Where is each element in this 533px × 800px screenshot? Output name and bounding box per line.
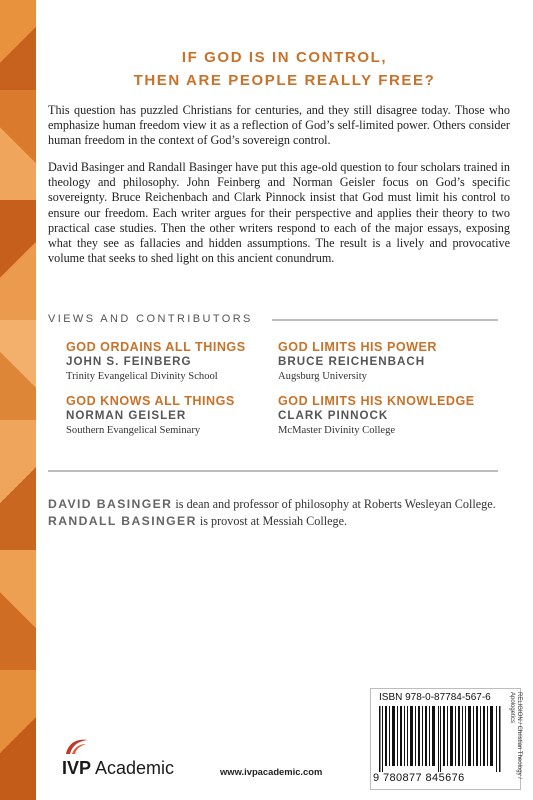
contributor-name: JOHN S. FEINBERG (66, 355, 192, 368)
headline-line-1: IF GOD IS IN CONTROL, (181, 49, 388, 66)
contributor-name: NORMAN GEISLER (66, 409, 187, 422)
view-title: GOD ORDAINS ALL THINGS (66, 340, 246, 354)
ivp-swoosh-icon (64, 736, 90, 756)
contributor-name: CLARK PINNOCK (278, 409, 389, 422)
views-section-label: VIEWS AND CONTRIBUTORS (48, 313, 253, 325)
description-paragraph-1: This question has puzzled Christians for centuries, and they still disagree today. Those who emphasize human freedom view it as a reflection of God’s self-limited power. Others consider human freedom in the context of God’s sovereign control. (48, 103, 510, 148)
description-paragraph-2: David Basinger and Randall Basinger have put this age-old question to four scholars trained in theology and philosophy. John Feinberg and Norman Geisler focus on God’s specific sovereignty. Bruce Reichenbach and Clark Pinnock insist that God must limit his control to ensure our freedom. Each writer argues for their perspective and applies their theory to two practical case studies. Then the other writers respond to each of the major essays, exposing what they see as fallacies and hidden assumptions. The result is a lively and provocative volume that seeks to shed light on this ancient conundrum. (48, 160, 510, 266)
view-title: GOD KNOWS ALL THINGS (66, 394, 235, 408)
author-bio: is dean and professor of philosophy at Roberts Wesleyan College. (172, 497, 496, 511)
author-name: DAVID BASINGER (48, 497, 173, 511)
view-item (278, 394, 475, 436)
view-title: GOD LIMITS HIS POWER (278, 340, 438, 354)
view-item (66, 340, 246, 382)
contributor-name: BRUCE REICHENBACH (278, 355, 426, 368)
isbn-text: ISBN 978-0-87784-567-6 (379, 692, 491, 703)
logo-ivp-text: IVP (62, 758, 92, 778)
author-bios (48, 496, 518, 530)
author-name: RANDALL BASINGER (48, 514, 197, 528)
barcode-digits: 9 780877 845676 (373, 772, 465, 784)
contributor-institution: Southern Evangelical Seminary (66, 425, 201, 436)
publisher-logo (62, 736, 192, 782)
section-divider (272, 319, 498, 321)
authors-divider (48, 470, 498, 472)
category-label (506, 692, 524, 788)
view-item (66, 394, 235, 436)
contributor-institution: Trinity Evangelical Divinity School (66, 371, 218, 382)
author-bio: is provost at Messiah College. (196, 514, 348, 528)
headline (36, 46, 533, 92)
decorative-orange-stripe (0, 0, 36, 800)
category-text: RELIGION / Christian Theology / Apologetics (509, 692, 522, 779)
view-item (278, 340, 437, 382)
logo-academic-text: Academic (91, 758, 175, 778)
publisher-website: www.ivpacademic.com (220, 766, 323, 777)
barcode-icon (379, 706, 503, 772)
view-title: GOD LIMITS HIS KNOWLEDGE (278, 394, 475, 408)
headline-line-2: THEN ARE PEOPLE REALLY FREE? (133, 72, 436, 89)
contributor-institution: Augsburg University (278, 371, 367, 382)
barcode-panel (370, 688, 521, 790)
contributor-institution: McMaster Divinity College (278, 425, 396, 436)
